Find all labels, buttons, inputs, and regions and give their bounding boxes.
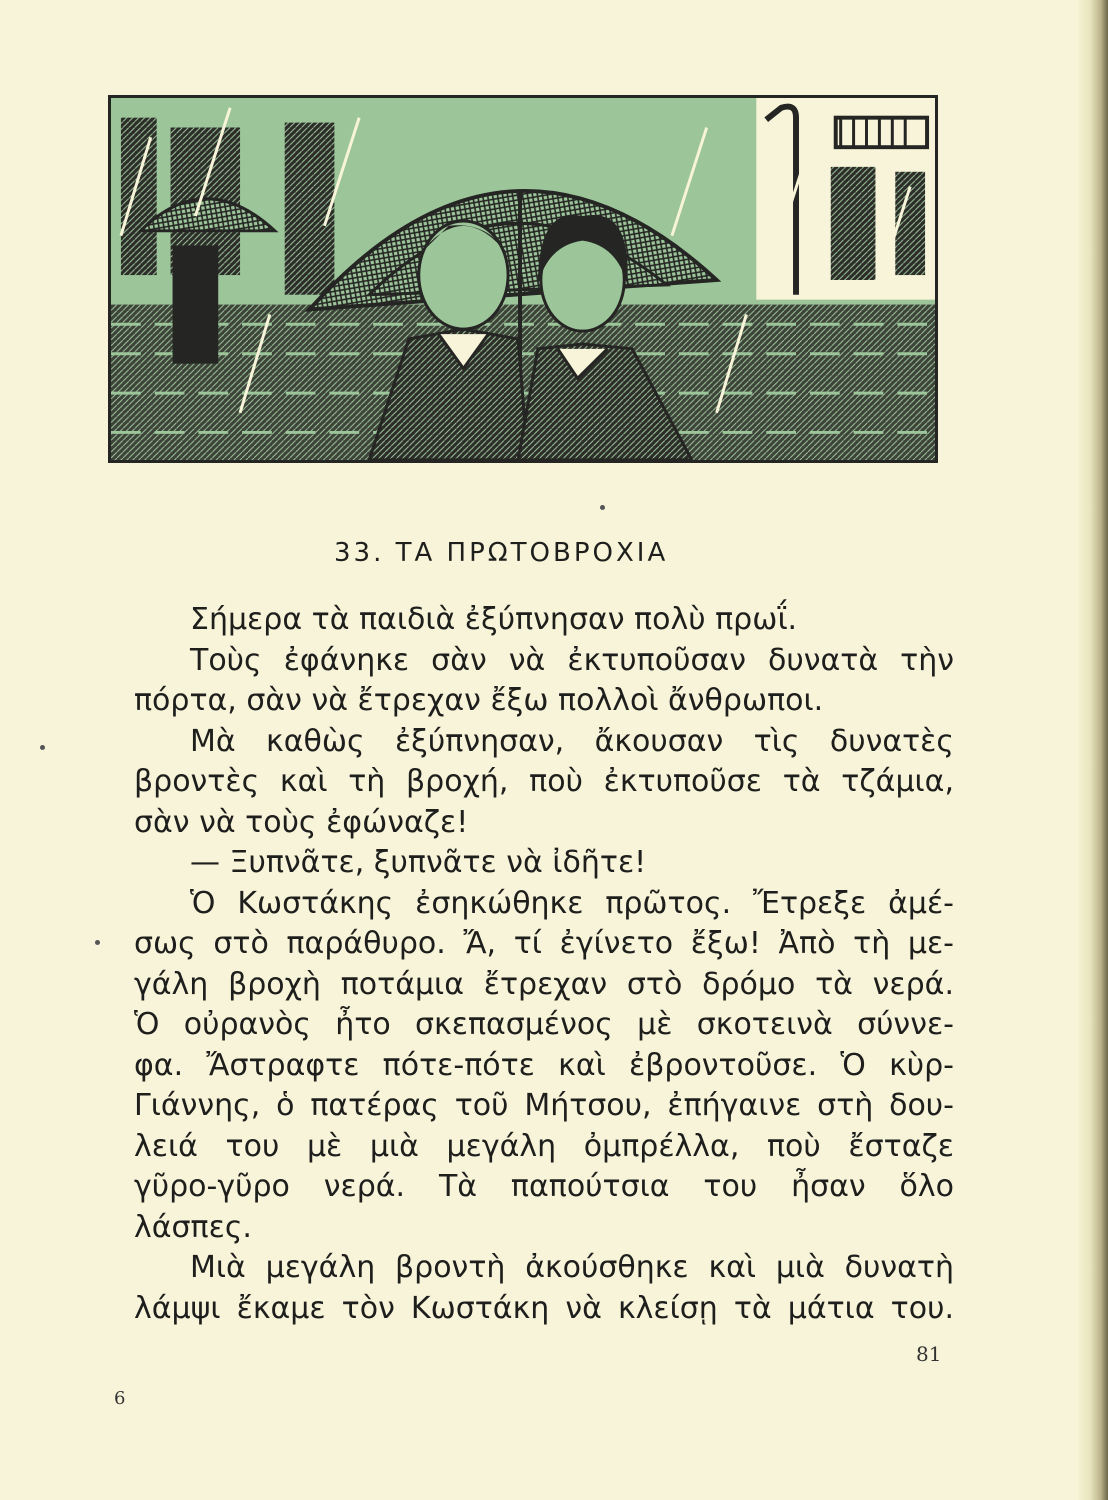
signature-mark: 6 [114,1388,126,1409]
rain-umbrella-illustration [108,95,938,463]
paper-speck [95,940,100,945]
text-line: Μὰ καθὼς ἐξύπνησαν, ἄκουσαν τὶς δυνατὲς [190,723,954,759]
text-line: Γιάννης, ὁ πατέρας τοῦ Μήτσου, ἐπήγαινε στὴ δου- [134,1088,954,1123]
text-line: βροντὲς καὶ τὴ βροχή, ποὺ ἐκτυποῦσε τὰ τζάμια, [134,764,954,799]
page-number: 81 [916,1342,942,1366]
chapter-title: 33. ΤΑ ΠΡΩΤΟΒΡΟΧΙΑ [334,538,669,568]
paper-speck [40,745,45,750]
paper-speck [600,505,605,510]
text-line: λάσπες. [134,1209,252,1245]
text-line: λειά του μὲ μιὰ μεγάλη ὀμπρέλλα, ποὺ ἔσταζε [134,1128,954,1164]
body-text [134,600,954,1329]
text-line: Ὁ οὐρανὸς ἦτο σκεπασμένος μὲ σκοτεινὰ σύννε- [134,1007,954,1042]
text-line: φα. Ἄστραφτε πότε-πότε καὶ ἐβροντοῦσε. Ὁ κὺρ- [134,1047,954,1083]
text-line: πόρτα, σὰν νὰ ἔτρεχαν ἔξω πολλοὶ ἄνθρωποι. [134,683,824,718]
page-binding-edge [1078,0,1108,1500]
text-line: σως στὸ παράθυρο. Ἄ, τί ἐγίνετο ἔξω! Ἀπὸ τὴ με- [134,926,954,961]
text-line: Ὁ Κωστάκης ἐσηκώθηκε πρῶτος. Ἔτρεξε ἀμέ- [190,885,954,921]
text-line: λάμψι ἔκαμε τὸν Κωστάκη νὰ κλείσῃ τὰ μάτια του. [134,1290,954,1326]
text-line: Σήμερα τὰ παιδιὰ ἐξύπνησαν πολὺ πρωΐ. [190,602,798,637]
text-line: γῦρο-γῦρο νερά. Τὰ παπούτσια του ἦσαν ὅλο [134,1169,954,1204]
text-line: — Ξυπνᾶτε, ξυπνᾶτε νὰ ἰδῆτε! [190,845,647,880]
text-line: Μιὰ μεγάλη βροντὴ ἀκούσθηκε καὶ μιὰ δυνατὴ [190,1250,954,1285]
text-line: σὰν νὰ τοὺς ἐφώναζε! [134,804,469,840]
rain-umbrella-woodcut-icon [111,98,935,460]
text-line: Τοὺς ἐφάνηκε σὰν νὰ ἐκτυποῦσαν δυνατὰ τὴν [190,642,954,678]
text-line: γάλη βροχὴ ποτάμια ἔτρεχαν στὸ δρόμο τὰ νερά. [134,966,954,1002]
